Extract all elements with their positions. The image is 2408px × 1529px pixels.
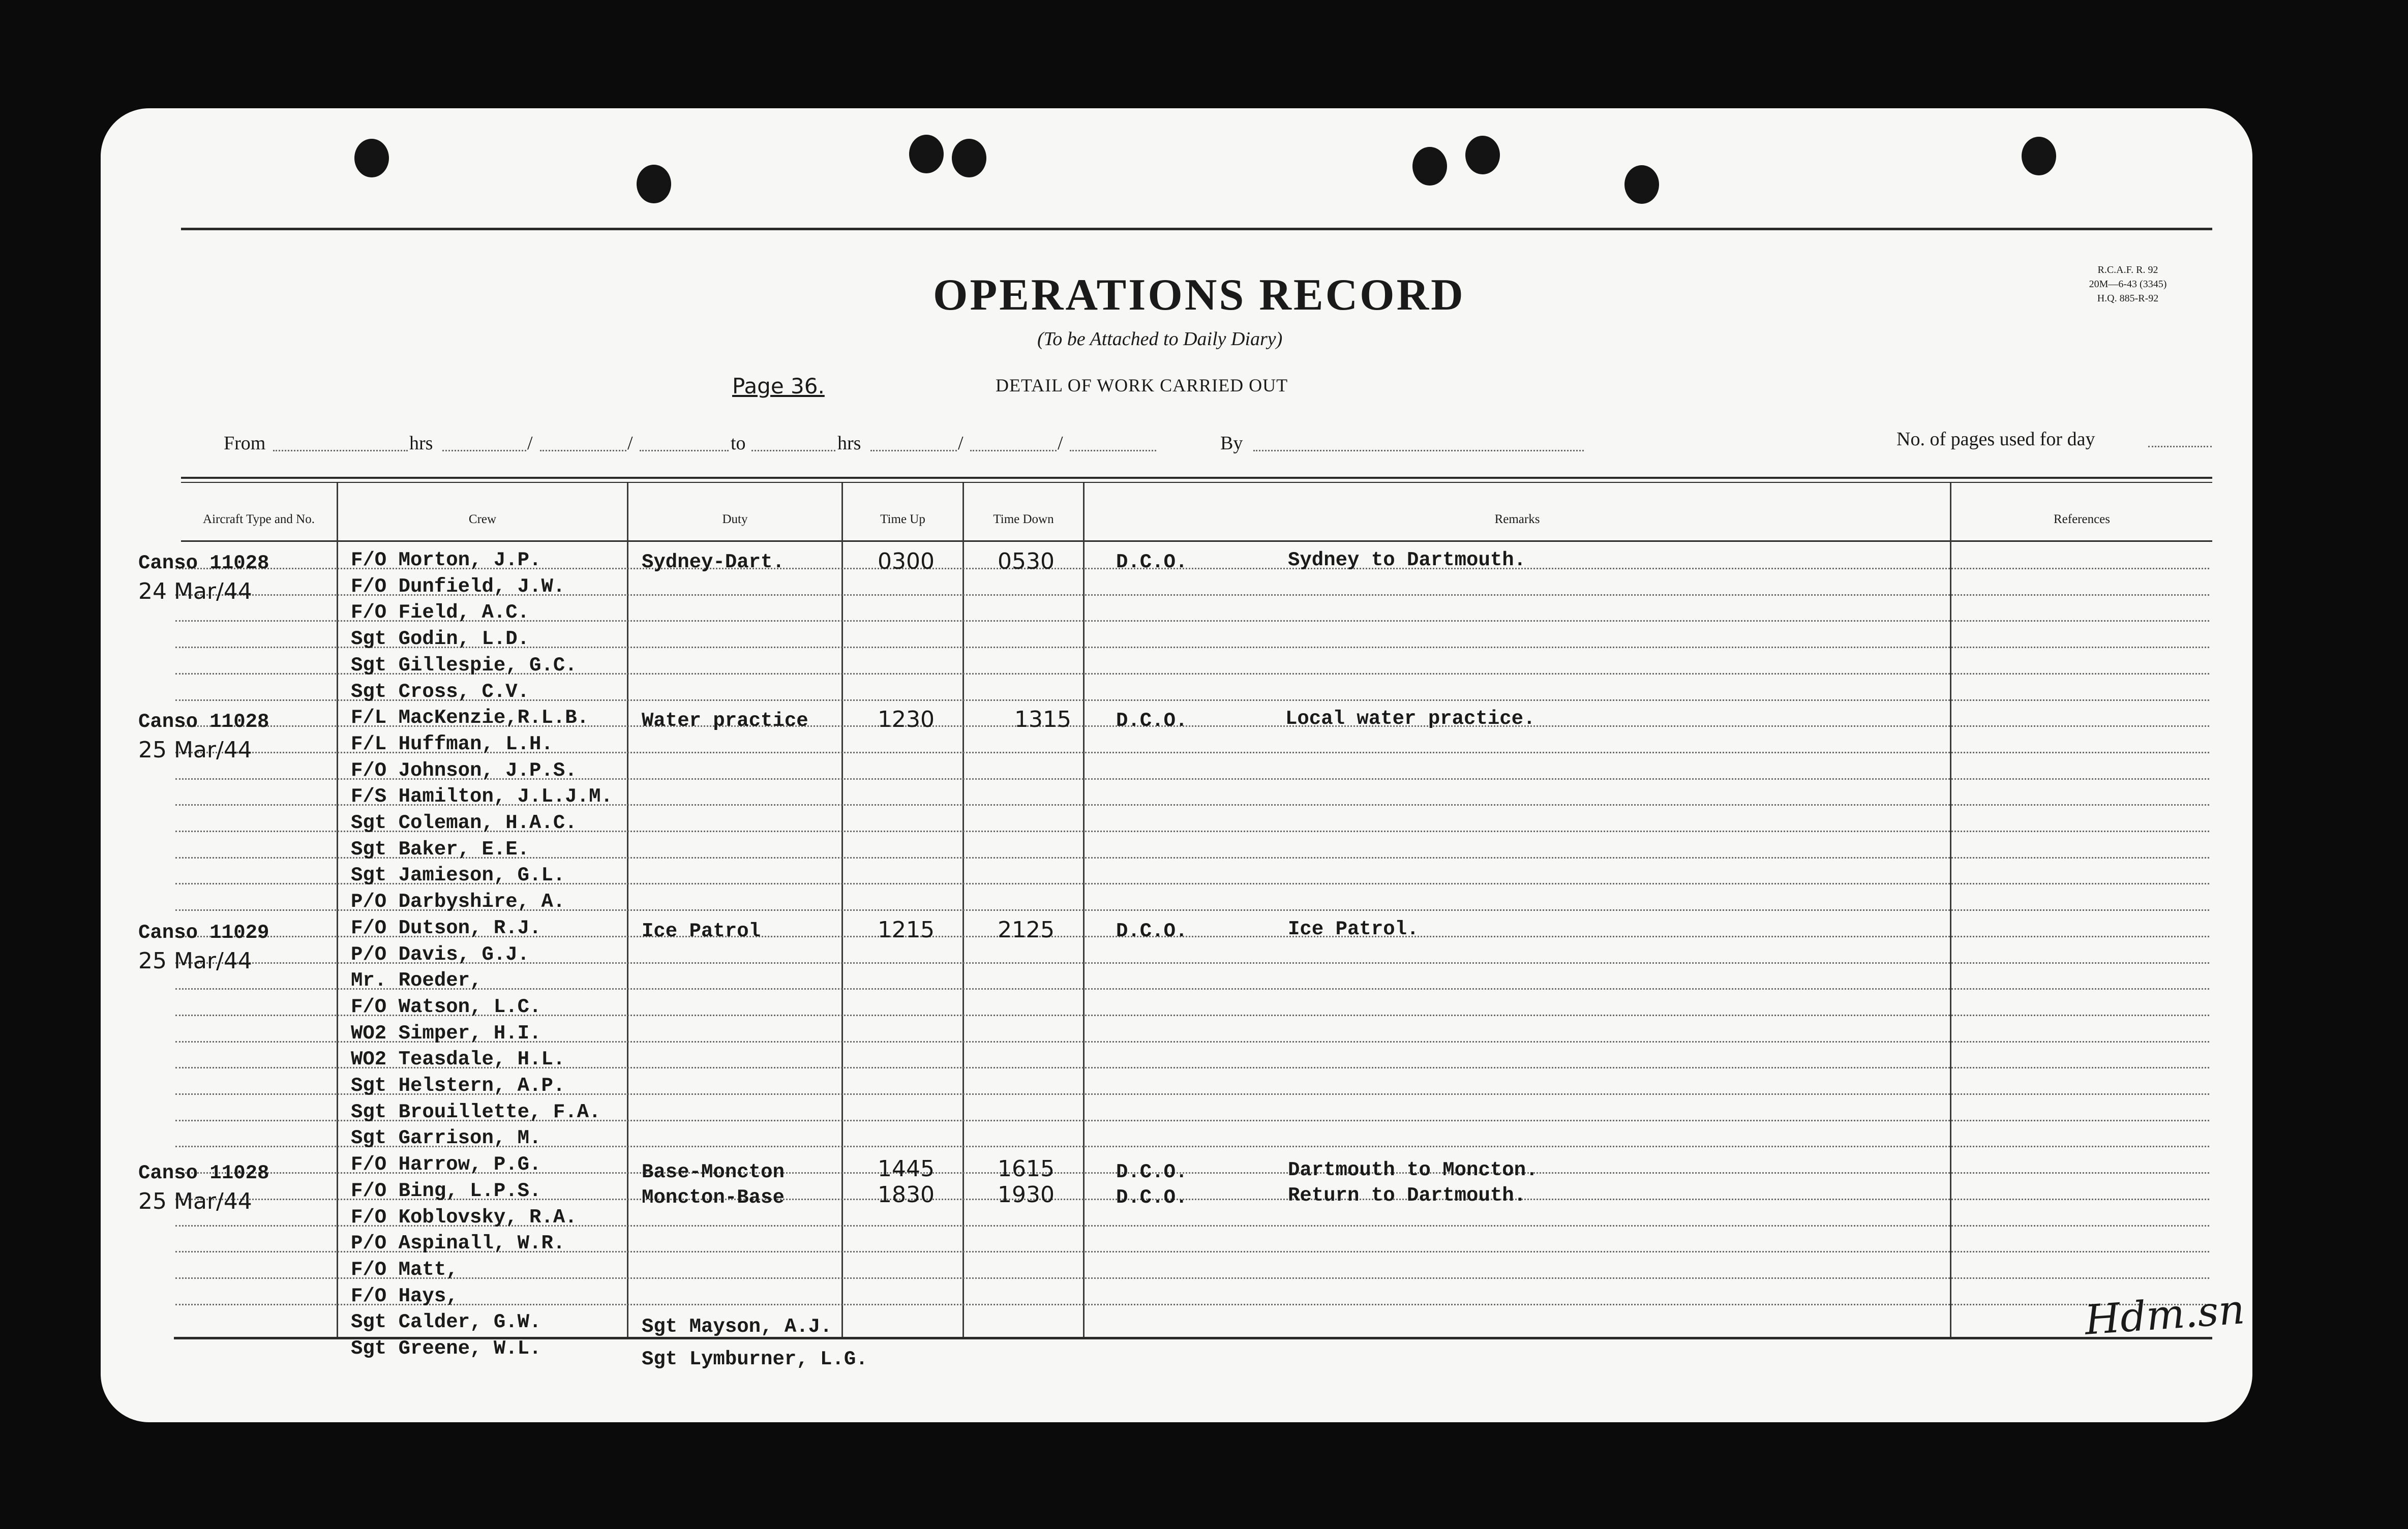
section-title: DETAIL OF WORK CARRIED OUT bbox=[996, 375, 1288, 395]
crew-member: F/O Dutson, R.J. bbox=[351, 917, 541, 939]
to-day-field bbox=[970, 450, 1057, 451]
column-header-duty: Duty bbox=[722, 512, 748, 526]
pages-used-label: No. of pages used for day bbox=[1897, 429, 2095, 450]
aircraft-type: Canso 11029 bbox=[138, 922, 269, 944]
form-title: OPERATIONS RECORD bbox=[933, 270, 1465, 320]
crew-member: WO2 Teasdale, H.L. bbox=[351, 1048, 565, 1071]
from-label: From bbox=[224, 433, 266, 454]
by-field bbox=[1253, 450, 1584, 451]
slash: / bbox=[1058, 433, 1063, 454]
column-header-references: References bbox=[2053, 512, 2111, 526]
duty: Moncton-Base bbox=[642, 1186, 785, 1209]
time-down: 2125 bbox=[998, 917, 1055, 943]
column-header-remarks: Remarks bbox=[1494, 512, 1540, 526]
crew-member: F/O Dunfield, J.W. bbox=[351, 575, 565, 598]
punch-hole bbox=[2022, 137, 2056, 175]
by-label: By bbox=[1220, 433, 1243, 454]
ref-code-line: R.C.A.F. R. 92 bbox=[2097, 264, 2158, 276]
slash: / bbox=[527, 433, 533, 454]
handwritten-signature: Hdm.sn bbox=[2083, 1286, 2246, 1344]
crew-member: Sgt Mayson, A.J. bbox=[642, 1316, 832, 1338]
crew-member: F/O Morton, J.P. bbox=[351, 549, 541, 571]
ruled-line bbox=[175, 1277, 2209, 1279]
remark-code: D.C.O. bbox=[1116, 710, 1188, 732]
aircraft-date: 25 Mar/44 bbox=[138, 1188, 252, 1214]
crew-member: F/S Hamilton, J.L.J.M. bbox=[351, 785, 613, 808]
crew-member: F/L MacKenzie,R.L.B. bbox=[351, 707, 589, 729]
crew-member: Sgt Lymburner, L.G. bbox=[642, 1348, 868, 1370]
time-up: 0300 bbox=[878, 548, 935, 574]
aircraft-type: Canso 11028 bbox=[138, 711, 269, 733]
crew-member: F/O Koblovsky, R.A. bbox=[351, 1206, 577, 1229]
time-up: 1230 bbox=[878, 707, 935, 732]
to-label: to bbox=[731, 433, 746, 454]
time-up: 1830 bbox=[878, 1182, 935, 1208]
duty: Ice Patrol bbox=[642, 920, 761, 942]
from-month-field bbox=[640, 450, 729, 451]
punch-hole bbox=[1624, 165, 1659, 204]
crew-member: Sgt Cross, C.V. bbox=[351, 681, 530, 703]
crew-member: Sgt Calder, G.W. bbox=[351, 1311, 541, 1333]
crew-member: Sgt Garrison, M. bbox=[351, 1127, 541, 1149]
form-subtitle: (To be Attached to Daily Diary) bbox=[1037, 328, 1283, 350]
crew-member: Sgt Baker, E.E. bbox=[351, 838, 530, 861]
crew-member: F/O Bing, L.P.S. bbox=[351, 1180, 541, 1202]
pages-used-field bbox=[2148, 446, 2212, 447]
crew-member: Sgt Coleman, H.A.C. bbox=[351, 812, 577, 834]
table-top-rule bbox=[181, 477, 2212, 479]
remark-text: Return to Dartmouth. bbox=[1288, 1184, 1526, 1207]
ref-code-line: H.Q. 885-R-92 bbox=[2097, 293, 2159, 304]
punch-hole bbox=[354, 139, 389, 177]
to-hrs-field bbox=[870, 450, 957, 451]
aircraft-type: Canso 11028 bbox=[138, 1162, 269, 1184]
time-down: 1315 bbox=[1014, 707, 1071, 732]
aircraft-date: 25 Mar/44 bbox=[138, 737, 252, 763]
time-down: 0530 bbox=[998, 548, 1055, 574]
duty: Base-Moncton bbox=[642, 1161, 785, 1183]
ref-code-line: 20M—6-43 (3345) bbox=[2089, 279, 2167, 290]
hrs-label: hrs bbox=[409, 433, 433, 454]
remark-text: Sydney to Dartmouth. bbox=[1288, 549, 1526, 571]
remark-text: Dartmouth to Moncton. bbox=[1288, 1159, 1538, 1181]
remark-code: D.C.O. bbox=[1116, 1186, 1188, 1209]
to-month-field bbox=[1070, 450, 1156, 451]
remark-code: D.C.O. bbox=[1116, 1161, 1188, 1183]
crew-member: F/O Matt, bbox=[351, 1259, 458, 1281]
page-number: Page 36. bbox=[732, 374, 825, 399]
aircraft-type: Canso 11028 bbox=[138, 552, 269, 574]
column-header-time-up: Time Up bbox=[880, 512, 925, 526]
slash: / bbox=[958, 433, 964, 454]
slash: / bbox=[627, 433, 633, 454]
remark-code: D.C.O. bbox=[1116, 551, 1188, 573]
column-header-aircraft: Aircraft Type and No. bbox=[203, 512, 315, 526]
crew-member: F/O Field, A.C. bbox=[351, 601, 530, 624]
column-header-crew: Crew bbox=[468, 512, 497, 526]
table-top-rule bbox=[181, 482, 2212, 483]
crew-member: F/O Watson, L.C. bbox=[351, 996, 541, 1018]
crew-member: F/O Harrow, P.G. bbox=[351, 1153, 541, 1176]
from-hrs-field bbox=[442, 450, 526, 451]
to-field bbox=[751, 450, 835, 451]
from-field bbox=[273, 450, 408, 451]
aircraft-date: 24 Mar/44 bbox=[138, 578, 252, 604]
time-up: 1445 bbox=[878, 1156, 935, 1182]
punch-hole bbox=[1412, 147, 1447, 186]
crew-member: F/O Hays, bbox=[351, 1285, 458, 1307]
aircraft-date: 25 Mar/44 bbox=[138, 948, 252, 974]
time-up: 1215 bbox=[878, 917, 935, 943]
duty: Water practice bbox=[642, 710, 808, 732]
remark-code: D.C.O. bbox=[1116, 920, 1188, 942]
crew-member: Sgt Godin, L.D. bbox=[351, 628, 530, 650]
crew-member: Sgt Jamieson, G.L. bbox=[351, 864, 565, 886]
remark-text: Local water practice. bbox=[1285, 708, 1536, 730]
ruled-line bbox=[175, 1304, 2209, 1305]
punch-hole bbox=[952, 139, 986, 177]
top-rule bbox=[181, 228, 2212, 230]
duty: Sydney-Dart. bbox=[642, 551, 785, 573]
column-header-time-down: Time Down bbox=[993, 512, 1054, 526]
hrs-label: hrs bbox=[837, 433, 861, 454]
crew-member: Sgt Gillespie, G.C. bbox=[351, 654, 577, 677]
remark-text: Ice Patrol. bbox=[1288, 918, 1419, 940]
crew-member: F/L Huffman, L.H. bbox=[351, 733, 553, 755]
crew-member: Mr. Roeder, bbox=[351, 969, 482, 992]
crew-member: Sgt Brouillette, F.A. bbox=[351, 1101, 601, 1123]
crew-member: WO2 Simper, H.I. bbox=[351, 1022, 541, 1045]
table-header-rule bbox=[181, 540, 2212, 542]
crew-member: F/O Johnson, J.P.S. bbox=[351, 759, 577, 782]
time-down: 1615 bbox=[998, 1156, 1055, 1182]
from-day-field bbox=[540, 450, 626, 451]
form-ref-codes bbox=[2080, 263, 2176, 305]
crew-member: Sgt Greene, W.L. bbox=[351, 1337, 541, 1360]
time-down: 1930 bbox=[998, 1182, 1055, 1208]
punch-hole bbox=[909, 135, 944, 173]
punch-hole bbox=[1465, 136, 1500, 174]
crew-member: P/O Darbyshire, A. bbox=[351, 891, 565, 913]
crew-member: Sgt Helstern, A.P. bbox=[351, 1075, 565, 1097]
crew-member: P/O Davis, G.J. bbox=[351, 943, 530, 966]
punch-hole bbox=[637, 165, 671, 203]
crew-member: P/O Aspinall, W.R. bbox=[351, 1232, 565, 1255]
